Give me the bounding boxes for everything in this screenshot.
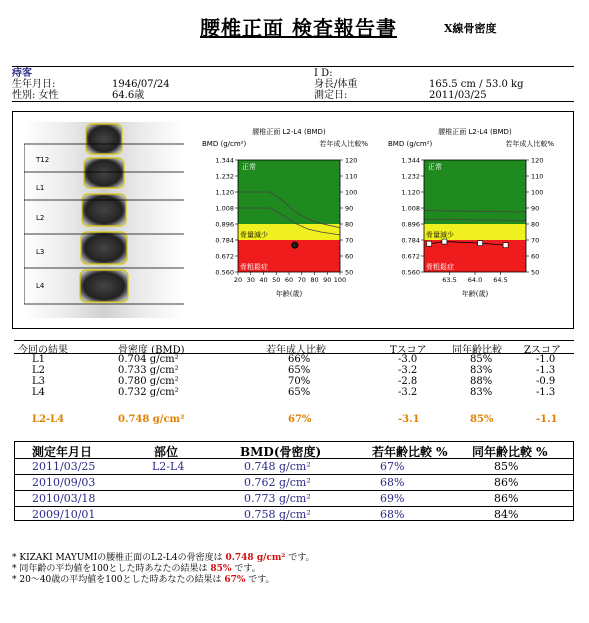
x-tick-label: 64.5 xyxy=(493,276,508,284)
cell-t: -3.0 xyxy=(398,354,418,365)
cell-yam: 65% xyxy=(288,387,311,398)
cell-bmd: 0.732 g/cm² xyxy=(118,387,179,398)
y-tick-label: 0.896 xyxy=(215,220,234,229)
col-header: Zスコア xyxy=(524,345,561,356)
note-text: * KIZAKI MAYUMIの腰椎正面のL2-L4の骨密度は xyxy=(12,553,226,563)
id-label: I D: xyxy=(314,68,333,79)
note-value: 85% xyxy=(210,564,232,574)
zone-label: 骨粗鬆症 xyxy=(240,263,268,271)
y2-tick-label: 70 xyxy=(531,236,540,245)
cell-bmd: 0.704 g/cm² xyxy=(118,354,179,365)
y2-tick-label: 50 xyxy=(345,268,354,277)
cell-age: 85% xyxy=(494,460,519,473)
cell-site: L1 xyxy=(32,354,46,365)
bmd-trend-chart xyxy=(386,124,556,304)
cell-age: 83% xyxy=(470,365,493,376)
cell-site: L2-L4 xyxy=(152,460,185,473)
y-tick-label: 1.344 xyxy=(401,156,420,165)
y2-axis-label: 若年成人比較% xyxy=(505,140,554,148)
cell-bmd: 0.748 g/cm² xyxy=(244,460,311,473)
dob-label: 生年月日: xyxy=(12,79,56,90)
cell-yam: 70% xyxy=(288,376,311,387)
x-tick-label: 63.5 xyxy=(442,276,457,284)
spine-label: L4 xyxy=(36,282,45,290)
col-header: 骨密度 (BMD) xyxy=(118,345,185,356)
table-row xyxy=(14,354,574,365)
zone-label: 骨粗鬆症 xyxy=(426,263,454,271)
col-header: 若年成人比較 xyxy=(266,345,326,356)
zone-label: 正常 xyxy=(242,163,256,171)
note-value: 67% xyxy=(224,575,246,585)
cell-t: -2.8 xyxy=(398,376,418,387)
divider xyxy=(12,101,574,102)
y-tick-label: 1.008 xyxy=(401,204,420,213)
table-row xyxy=(14,507,574,522)
spine-label: L1 xyxy=(36,184,45,192)
y-tick-label: 1.232 xyxy=(401,172,420,181)
cell-bmd: 0.762 g/cm² xyxy=(244,476,311,489)
summary-bmd: 0.748 g/cm² xyxy=(118,414,185,425)
y2-tick-label: 100 xyxy=(531,188,544,197)
y-axis-label: BMD (g/cm²) xyxy=(202,140,247,148)
y2-tick-label: 90 xyxy=(531,204,540,213)
col-header: 部位 xyxy=(154,445,179,459)
y2-tick-label: 60 xyxy=(345,252,354,261)
y2-tick-label: 80 xyxy=(345,220,354,229)
cell-age: 86% xyxy=(494,476,519,489)
note-text: です。 xyxy=(231,564,261,574)
summary-zscore: -1.1 xyxy=(536,414,558,425)
table-header xyxy=(14,441,574,459)
cell-date: 2010/03/18 xyxy=(32,492,96,505)
height-weight-value: 165.5 cm / 53.0 kg xyxy=(429,79,524,90)
table-row xyxy=(14,387,574,398)
summary-site: L2-L4 xyxy=(32,414,65,425)
height-weight-label: 身長/体重 xyxy=(314,79,358,90)
cell-bmd: 0.733 g/cm² xyxy=(118,365,179,376)
data-point xyxy=(503,243,508,248)
y-tick-label: 0.784 xyxy=(401,236,420,245)
y-tick-label: 0.672 xyxy=(401,252,420,261)
cell-date: 2011/03/25 xyxy=(32,460,96,473)
x-tick-label: 20 xyxy=(233,276,243,284)
y2-tick-label: 120 xyxy=(531,156,544,165)
y-tick-label: 0.560 xyxy=(215,268,234,277)
dob-value: 1946/07/24 xyxy=(112,79,170,90)
data-point xyxy=(427,241,432,246)
cell-site: L2 xyxy=(32,365,46,376)
exam-date-label: 測定日: xyxy=(314,90,348,101)
cell-t: -3.2 xyxy=(398,365,418,376)
table-row xyxy=(14,376,574,387)
zone-label: 正常 xyxy=(428,163,442,171)
x-tick-label: 90 xyxy=(323,276,332,284)
cell-yam: 67% xyxy=(380,460,405,473)
cell-z: -1.3 xyxy=(536,365,556,376)
history-table xyxy=(14,441,574,522)
data-point xyxy=(292,242,298,248)
summary-yam: 67% xyxy=(288,414,312,425)
note-value: 0.748 g/cm² xyxy=(225,553,286,563)
y-tick-label: 1.120 xyxy=(401,188,420,197)
summary-age: 85% xyxy=(470,414,494,425)
cell-age: 83% xyxy=(470,387,493,398)
page-subtitle: X線骨密度 xyxy=(444,22,497,35)
cell-site: L4 xyxy=(32,387,46,398)
x-tick-label: 40 xyxy=(259,276,268,284)
cell-age: 84% xyxy=(494,508,519,521)
col-header: 若年齢比較 % xyxy=(372,445,448,459)
y-tick-label: 0.784 xyxy=(215,236,234,245)
age-value: 64.6歳 xyxy=(112,90,145,101)
current-results-table xyxy=(14,340,574,425)
y2-tick-label: 50 xyxy=(531,268,540,277)
spine-label: L3 xyxy=(36,248,45,256)
data-point xyxy=(442,239,447,244)
y-tick-label: 1.120 xyxy=(215,188,234,197)
table-row xyxy=(14,475,574,491)
zone-label: 骨量減少 xyxy=(426,231,454,239)
x-axis-label: 年齢(歳) xyxy=(275,290,303,298)
cell-site: L3 xyxy=(32,376,46,387)
col-header: 同年齢比較 xyxy=(452,345,502,356)
chart-title: 腰椎正面 L2-L4 (BMD) xyxy=(438,128,512,136)
zone-label: 骨量減少 xyxy=(240,231,268,239)
y2-axis-label: 若年成人比較% xyxy=(319,140,368,148)
y2-tick-label: 80 xyxy=(531,220,540,229)
y2-tick-label: 60 xyxy=(531,252,540,261)
x-tick-label: 60 xyxy=(284,276,294,284)
cell-bmd: 0.758 g/cm² xyxy=(244,508,311,521)
cell-z: -1.3 xyxy=(536,387,556,398)
table-row xyxy=(14,365,574,376)
cell-age: 85% xyxy=(470,354,493,365)
col-header: 今回の結果 xyxy=(18,345,68,356)
summary-tscore: -3.1 xyxy=(398,414,420,425)
divider xyxy=(12,66,574,67)
cell-age: 86% xyxy=(494,492,519,505)
spine-label: L2 xyxy=(36,214,45,222)
x-tick-label: 64.0 xyxy=(467,276,483,284)
note-text: * 同年齢の平均値を100とした時あなたの結果は xyxy=(12,564,211,574)
x-tick-label: 80 xyxy=(310,276,319,284)
y-tick-label: 1.344 xyxy=(215,156,234,165)
note-text: です。 xyxy=(245,575,275,585)
x-tick-label: 100 xyxy=(333,276,347,284)
exam-date-value: 2011/03/25 xyxy=(429,90,487,101)
patient-name: 痔客 xyxy=(12,68,32,79)
note-text: * 20～40歳の平均値を100とした時あなたの結果は xyxy=(12,575,225,585)
y-tick-label: 0.672 xyxy=(215,252,234,261)
y2-tick-label: 110 xyxy=(345,172,358,181)
col-header: BMD(骨密度) xyxy=(240,445,322,459)
cell-z: -1.0 xyxy=(536,354,556,365)
cell-age: 88% xyxy=(470,376,493,387)
cell-date: 2009/10/01 xyxy=(32,508,96,521)
y-tick-label: 1.008 xyxy=(215,204,234,213)
x-tick-label: 30 xyxy=(246,276,255,284)
table-header xyxy=(14,340,574,354)
cell-date: 2010/09/03 xyxy=(32,476,96,489)
col-header: 同年齢比較 % xyxy=(472,445,548,459)
cell-yam: 66% xyxy=(288,354,311,365)
note-text: です。 xyxy=(285,553,315,563)
y-tick-label: 1.232 xyxy=(215,172,234,181)
summary-notes xyxy=(12,553,315,586)
y2-tick-label: 90 xyxy=(345,204,354,213)
cell-yam: 68% xyxy=(380,508,405,521)
chart-title: 腰椎正面 L2-L4 (BMD) xyxy=(252,128,326,136)
spine-label: T12 xyxy=(36,156,50,164)
cell-bmd: 0.773 g/cm² xyxy=(244,492,311,505)
cell-z: -0.9 xyxy=(536,376,556,387)
y-tick-label: 0.896 xyxy=(401,220,420,229)
x-axis-label: 年齢(歳) xyxy=(461,290,489,298)
page-title: 腰椎正面 検査報告書 xyxy=(200,16,397,40)
cell-yam: 68% xyxy=(380,476,405,489)
y-axis-label: BMD (g/cm²) xyxy=(388,140,433,148)
table-row xyxy=(14,459,574,475)
data-point xyxy=(478,241,483,246)
summary-row xyxy=(14,414,574,425)
col-header: Tスコア xyxy=(390,345,427,356)
bmd-age-chart xyxy=(200,124,370,304)
x-tick-label: 70 xyxy=(297,276,306,284)
cell-bmd: 0.780 g/cm² xyxy=(118,376,179,387)
col-header: 測定年月日 xyxy=(32,445,93,459)
x-tick-label: 50 xyxy=(272,276,281,284)
cell-yam: 69% xyxy=(380,492,405,505)
y2-tick-label: 120 xyxy=(345,156,358,165)
y2-tick-label: 100 xyxy=(345,188,358,197)
cell-yam: 65% xyxy=(288,365,311,376)
y2-tick-label: 70 xyxy=(345,236,354,245)
sex-label: 性別: 女性 xyxy=(12,90,59,101)
y2-tick-label: 110 xyxy=(531,172,544,181)
cell-t: -3.2 xyxy=(398,387,418,398)
spine-xray-image xyxy=(24,122,184,318)
y-tick-label: 0.560 xyxy=(401,268,420,277)
table-row xyxy=(14,491,574,507)
